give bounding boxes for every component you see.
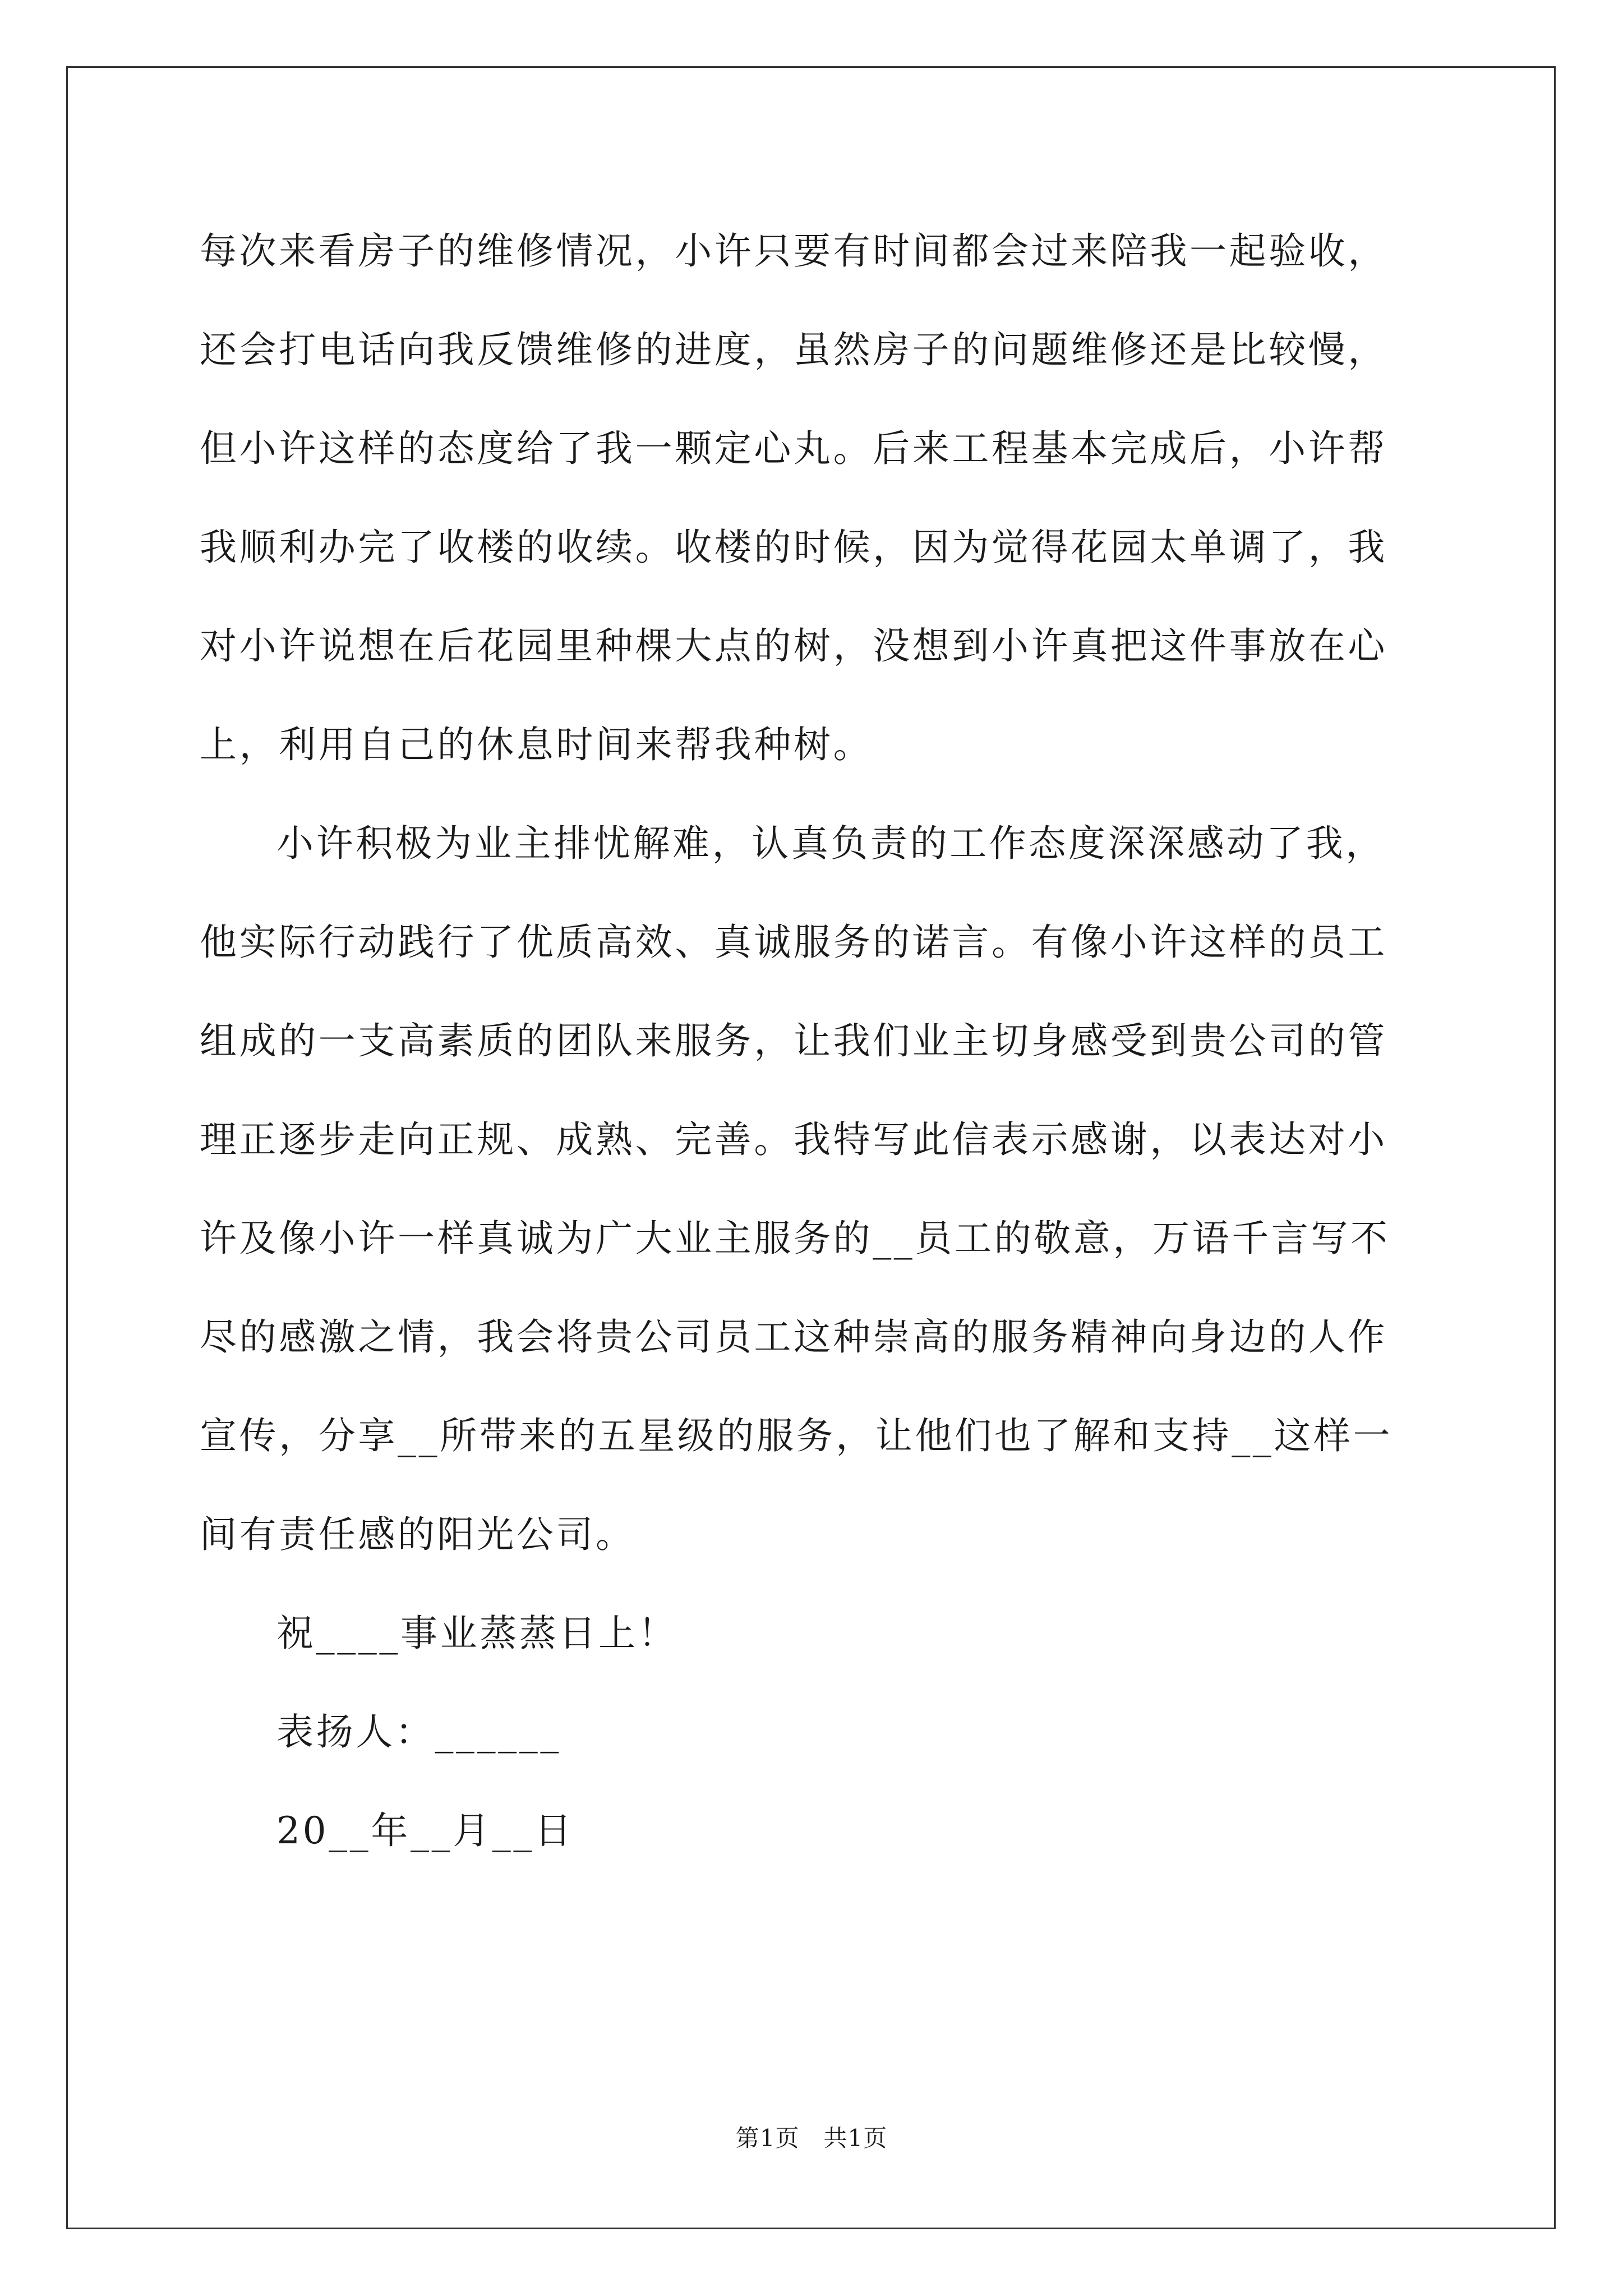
paragraph-2 [200,794,1424,1584]
text-line: 每次来看房子的维修情况，小许只要有时间都会过来陪我一起验收， [200,229,1387,273]
text-line: 小许积极为业主排忧解难，认真负责的工作态度深深感动了我， [276,822,1385,865]
document-body [200,202,1424,1880]
page-footer: 第1页 共1页 [735,2124,888,2152]
text-line: 他实际行动践行了优质高效、真诚服务的诺言。有像小许这样的员工 [200,921,1387,964]
closing-wish: 祝____事业蒸蒸日上！ [276,1612,678,1655]
text-line: 尽的感激之情，我会将贵公司员工这种崇高的服务精神向身边的人作 [200,1315,1387,1359]
text-line: 宣传，分享__所带来的五星级的服务，让他们也了解和支持__这样一 [200,1414,1393,1457]
text-line: 我顺利办完了收楼的收续。收楼的时候，因为觉得花园太单调了，我 [200,526,1387,569]
signature-line: 表扬人：______ [276,1710,561,1754]
text-line: 上，利用自己的休息时间来帮我种树。 [200,723,873,766]
text-line: 但小许这样的态度给了我一颗定心丸。后来工程基本完成后，小许帮 [200,427,1387,470]
date-line: 20__年__月__日 [276,1809,574,1852]
text-line: 组成的一支高素质的团队来服务，让我们业主切身感受到贵公司的管 [200,1019,1387,1062]
text-line: 许及像小许一样真诚为广大业主服务的__员工的敬意，万语千言写不 [200,1217,1390,1260]
text-line: 还会打电话向我反馈维修的进度，虽然房子的问题维修还是比较慢， [200,328,1387,371]
text-line: 间有责任感的阳光公司。 [200,1513,635,1556]
text-line: 对小许说想在后花园里种棵大点的树，没想到小许真把这件事放在心 [200,624,1387,668]
text-line: 理正逐步走向正规、成熟、完善。我特写此信表示感谢，以表达对小 [200,1118,1387,1161]
paragraph-1 [200,202,1424,794]
